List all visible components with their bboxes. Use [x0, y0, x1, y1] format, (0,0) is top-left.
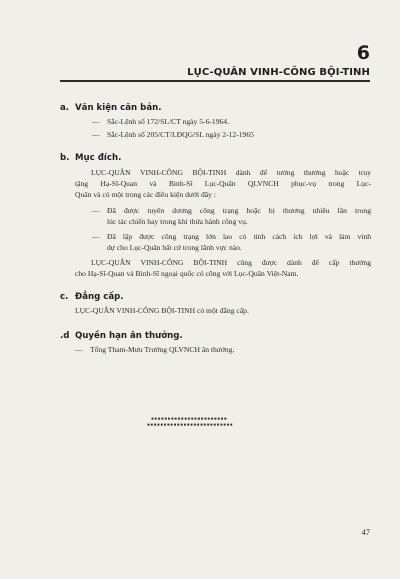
- section-c-label: c.: [60, 292, 69, 302]
- section-a-heading: [60, 103, 162, 113]
- section-b-line-5: cho Hạ-Sĩ-Quan và Binh-Sĩ ngoại quốc có công với Lục-Quân Việt-Nam.: [75, 269, 299, 278]
- section-a-item-2: Sắc-Lệnh số 205/CT/LĐQG/SL ngày 2-12-1965: [107, 130, 254, 139]
- section-d-item-1: Tổng Tham-Mưu Trưởng QLVNCH ân thưởng.: [90, 345, 235, 354]
- chapter-title: LỤC-QUÂN VINH-CÔNG BỘI-TINH: [187, 67, 370, 78]
- section-b-line-1: LỤC-QUÂN VINH-CÔNG BỘI-TINH dành để tưởng thưởng hoặc truy: [91, 168, 371, 177]
- dash-marker: —: [92, 206, 100, 215]
- section-b-title: Mục đích.: [75, 153, 122, 163]
- section-a-title: Văn kiện căn bản.: [75, 103, 162, 113]
- section-d-label: .d: [60, 331, 70, 341]
- section-b-line-3: Quân và có một trong các điều kiện dưới đây :: [75, 190, 216, 199]
- section-d-heading: [60, 331, 183, 341]
- section-b-bullet-1-line-2: lúc tác chiến hay trong khi thừa hành công vụ.: [107, 217, 248, 226]
- section-a-label: a.: [60, 103, 70, 113]
- section-b-line-4: LỤC-QUÂN VINH-CÔNG BỘI-TINH cũng được dành để cấp thưởng: [91, 258, 371, 267]
- section-a-item-1: Sắc-Lệnh số 172/SL/CT ngày 5-6-1964.: [107, 117, 229, 126]
- header-rule: [60, 80, 370, 82]
- section-b-line-2: tặng Hạ-Sĩ-Quan và Binh-Sĩ Lục-Quân QLVNCH phục-vụ trong Lục-: [75, 179, 371, 188]
- section-b-label: b.: [60, 153, 70, 163]
- section-c-heading: [60, 292, 124, 302]
- section-b-bullet-2-line-2: dự cho Lục-Quân bất cứ trong lãnh vực nào.: [107, 243, 242, 252]
- dash-marker: —: [75, 345, 83, 354]
- section-b-bullet-2-line-1: Đã lập được công trạng lớn lao có tính cách ích lợi và làm vinh: [107, 232, 371, 241]
- page-number: 47: [361, 527, 370, 537]
- section-b-heading: [60, 153, 121, 163]
- section-c-text: LỤC-QUÂN VINH-CÔNG BỘI-TINH có một đẳng cấp.: [75, 306, 249, 315]
- dash-marker: —: [92, 232, 100, 241]
- section-c-title: Đẳng cấp.: [75, 292, 124, 302]
- ornament-line-2: ▪▪▪▪▪▪▪▪▪▪▪▪▪▪▪▪▪▪▪▪▪▪▪▪▪▪: [147, 422, 234, 428]
- chapter-number: 6: [356, 42, 370, 64]
- section-b-bullet-1-line-1: Đã được tuyên dương công trạng hoặc bị thương nhiều lần trong: [107, 206, 371, 215]
- section-d-title: Quyền hạn ân thưởng.: [75, 331, 183, 341]
- dash-marker: —: [92, 117, 100, 126]
- dash-marker: —: [92, 130, 100, 139]
- ornament-line-1: ▪▪▪▪▪▪▪▪▪▪▪▪▪▪▪▪▪▪▪▪▪▪▪: [151, 416, 228, 422]
